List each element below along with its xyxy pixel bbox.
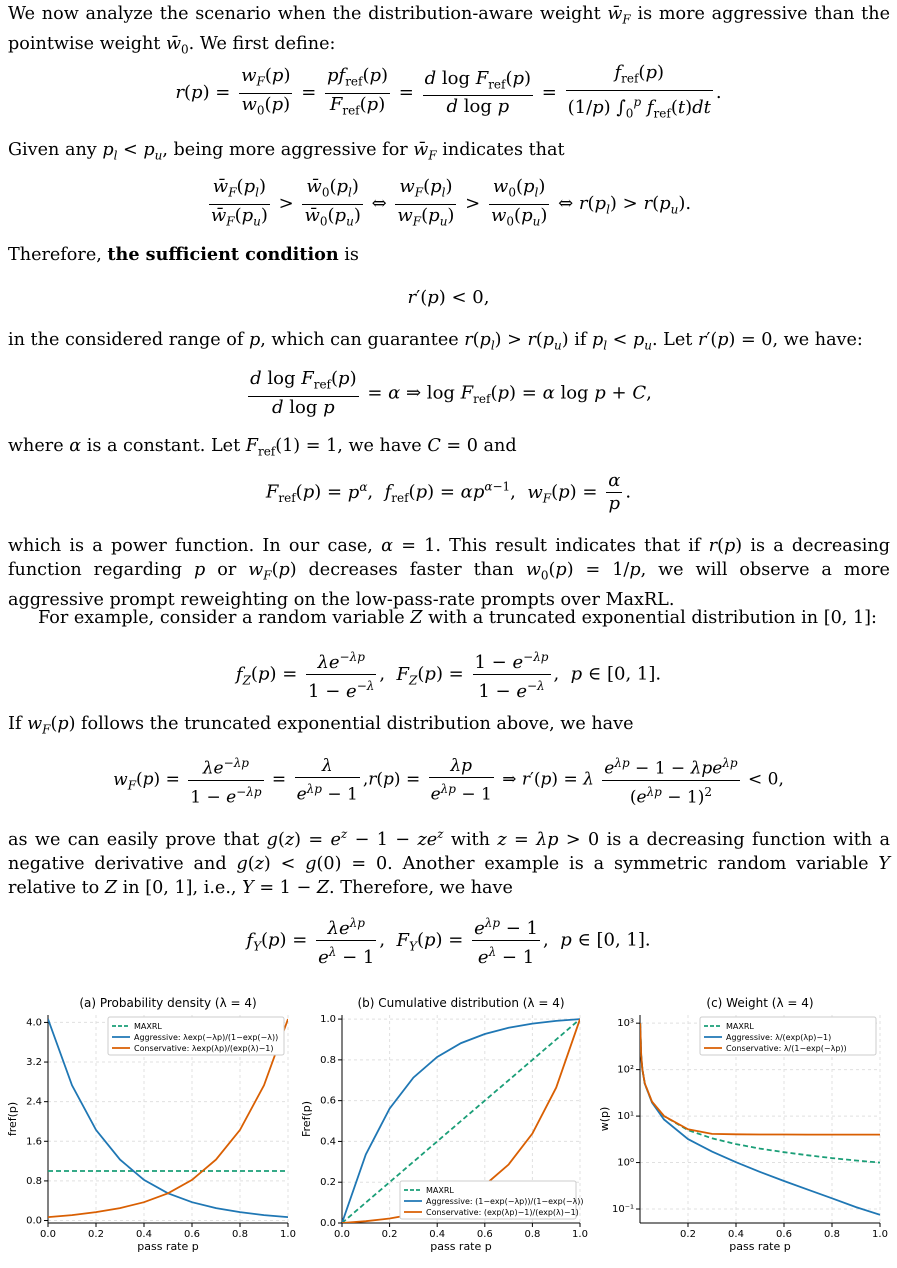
y-axis-label: Fref(p)	[300, 1100, 313, 1138]
paragraph-4: in the considered range of p, which can guarantee $r(p_l) > r(p_u)$ if $p_l < p_u$. Let r′(p) = 0, we have:	[8, 330, 863, 353]
x-axis-label: pass rate p	[137, 1240, 199, 1253]
legend-label: Aggressive: λ/(exp(λp)−1)	[726, 1033, 832, 1042]
equation-r-definition: r(p) = $\frac{w_F(p)}{w_0(p)}$ = $\frac{pf_{ref}(p)}{F_{ref}(p)}$ = $\frac{d \log F_{ref}(p)}{\text{d log p}}$ = $\frac{f_{ref}(p)}{(1/p) \int_0^p f_{ref}(t)dt}$ .	[175, 62, 722, 121]
paragraph-8: If $w_F(p)$ follows the truncated exponential distribution above, we have	[8, 714, 634, 737]
x-tick-label: 0.4	[136, 1229, 152, 1240]
y-tick-label: 0.8	[320, 1054, 336, 1066]
x-tick-label: 0.8	[232, 1229, 248, 1240]
legend-label: Conservative: λ/(1−exp(−λp))	[726, 1044, 847, 1053]
x-tick-label: 0.2	[680, 1229, 696, 1240]
y-tick-label: 10³	[617, 1018, 634, 1030]
y-axis-label: fref(p)	[6, 1101, 19, 1137]
y-tick-label: 1.0	[320, 1014, 336, 1026]
x-tick-label: 0.0	[334, 1229, 350, 1240]
y-tick-label: 10⁻¹	[611, 1204, 634, 1216]
y-axis-label: w(p)	[598, 1106, 611, 1132]
x-tick-label: 1.0	[572, 1229, 588, 1240]
y-tick-label: 10⁰	[617, 1157, 634, 1169]
y-tick-label: 0.8	[26, 1175, 42, 1187]
x-axis-label: pass rate p	[430, 1240, 492, 1253]
x-tick-label: 1.0	[280, 1229, 296, 1240]
equation-log-derivative: $\frac{d \log F_{ref}(p)}{\text{d log p}}$ = α ⇒ $\log F_{ref}(p) = \alpha$ log p + C,	[250, 368, 652, 418]
plot-cumulative-distribution	[296, 993, 596, 1265]
legend-label: MAXRL	[426, 1186, 454, 1195]
x-tick-label: 0.0	[40, 1229, 56, 1240]
x-tick-label: 0.6	[184, 1229, 200, 1240]
x-tick-label: 0.4	[728, 1229, 744, 1240]
y-tick-label: 0.0	[26, 1215, 42, 1227]
x-tick-label: 0.8	[524, 1229, 541, 1240]
equation-truncated-exponential: $f_Z(p)$ = $\frac{\lambda e^{-\lambda p}}{1 - e^{-\lambda}}$ , $F_Z(p)$ = $\frac{1 - e^{-\lambda p}}{1 - e^{-\lambda}}$ , p ∈ [0, 1].	[0, 646, 897, 703]
x-tick-label: 0.8	[824, 1229, 840, 1240]
equation-weight-derivative: $w_F(p)$ = $\frac{\lambda e^{-\lambda p}}{1 - e^{-\lambda p}}$ = $\frac{\lambda}{e^{\lambda p} - 1}$ ,r(p) = $\frac{\lambda p}{e^{\lambda p} - 1}$ ⇒ r′(p) = λ $\frac{e^{\lambda p} - 1 - \lambda pe^{\lambda p}}{(e^{\lambda p} - 1)^2}$ < 0,	[0, 752, 897, 808]
paragraph-9: as we can easily prove that $g(z) = e^z - 1 - ze^z$ with z = λp > 0 is a decreasing function with a negative derivative and g(z) < g(0) = 0. Another example is a symmetric random variable Y relative to Z in [0, 1], i.e., Y = 1 − Z. Therefore, we have	[8, 827, 890, 898]
y-tick-label: 2.4	[26, 1096, 42, 1108]
y-tick-label: 0.2	[320, 1177, 336, 1189]
legend-label: MAXRL	[134, 1022, 162, 1031]
y-tick-label: 1.6	[26, 1136, 42, 1148]
x-tick-label: 0.6	[476, 1229, 493, 1240]
y-tick-label: 0.0	[320, 1218, 336, 1229]
y-tick-label: 4.0	[26, 1017, 42, 1029]
y-tick-label: 0.6	[320, 1095, 336, 1107]
paragraph-2: Given any $p_l < p_u$, being more aggressive for $w̄_F$ indicates that	[8, 140, 565, 163]
paragraph-7: For example, consider a random variable Z with a truncated exponential distribution in [0, 1]:	[38, 608, 877, 628]
y-tick-label: 0.4	[320, 1136, 336, 1148]
legend-label: MAXRL	[726, 1022, 754, 1031]
paragraph-3: Therefore, the sufficient condition is	[8, 244, 359, 265]
legend-label: Aggressive: (1−exp(−λp))/(1−exp(−λ))	[426, 1197, 584, 1206]
x-tick-label: 0.2	[381, 1229, 398, 1240]
equation-aggressive-condition: $\frac{w̄_F(p_l)}{w̄_F(p_u)}$ > $\frac{w̄_0(p_l)}{w̄_0(p_u)}$ ⇔ $\frac{w_F(p_l)}{w_F(p_u)}$ > $\frac{w_0(p_l)}{w_0(p_u)}$ ⇔ $r(p_l) > r(p_u)$.	[210, 176, 692, 229]
legend-label: Conservative: λexp(λp)/(exp(λ)−1)	[134, 1044, 274, 1053]
legend-label: Aggressive: λexp(−λp)/(1−exp(−λ))	[134, 1033, 279, 1042]
plot-probability-density	[0, 993, 300, 1265]
equation-symmetric: $f_Y(p)$ = $\frac{\lambda e^{\lambda p}}{e^\lambda - 1}$ , $F_Y(p)$ = $\frac{e^{\lambda p} - 1}{e^\lambda - 1}$ , p ∈ [0, 1].	[0, 912, 897, 969]
legend-label: Conservative: (exp(λp)−1)/(exp(λ)−1)	[426, 1208, 579, 1217]
x-axis-label: pass rate p	[729, 1240, 791, 1253]
equation-sufficient: r′(p) < 0,	[407, 287, 490, 308]
paragraph-1: We now analyze the scenario when the distribution-aware weight $w̄_F$ is more aggressive than the pointwise weight $w̄_0$. We first define:	[8, 4, 890, 57]
y-tick-label: 10²	[617, 1064, 634, 1076]
equation-power-function: $F_{ref}(p) = p^\alpha$, $f_{ref}(p) = \alpha p^{\alpha-1}$, $w_F(p)$ = $\frac{\alpha}{p}$ .	[265, 470, 632, 514]
chart-title: (b) Cumulative distribution (λ = 4)	[357, 996, 565, 1010]
x-tick-label: 0.2	[88, 1229, 104, 1240]
plot-weight	[594, 993, 894, 1265]
x-tick-label: 0.6	[776, 1229, 792, 1240]
paragraph-5: where α is a constant. Let $F_{ref}(1) = 1$, we have C = 0 and	[8, 436, 517, 459]
chart-title: (c) Weight (λ = 4)	[706, 996, 814, 1010]
paragraph-6: which is a power function. In our case, α = 1. This result indicates that if r(p) is a decreasing function regarding p or $w_F(p)$ decreases faster than $w_0(p) = 1/p$, we will observe a more aggressive prompt reweighting on the low-pass-rate prompts over MaxRL.	[8, 536, 890, 610]
y-tick-label: 3.2	[26, 1057, 42, 1069]
y-tick-label: 10¹	[617, 1111, 634, 1123]
x-tick-label: 0.4	[429, 1229, 446, 1240]
x-tick-label: 1.0	[872, 1229, 888, 1240]
chart-title: (a) Probability density (λ = 4)	[79, 996, 257, 1010]
